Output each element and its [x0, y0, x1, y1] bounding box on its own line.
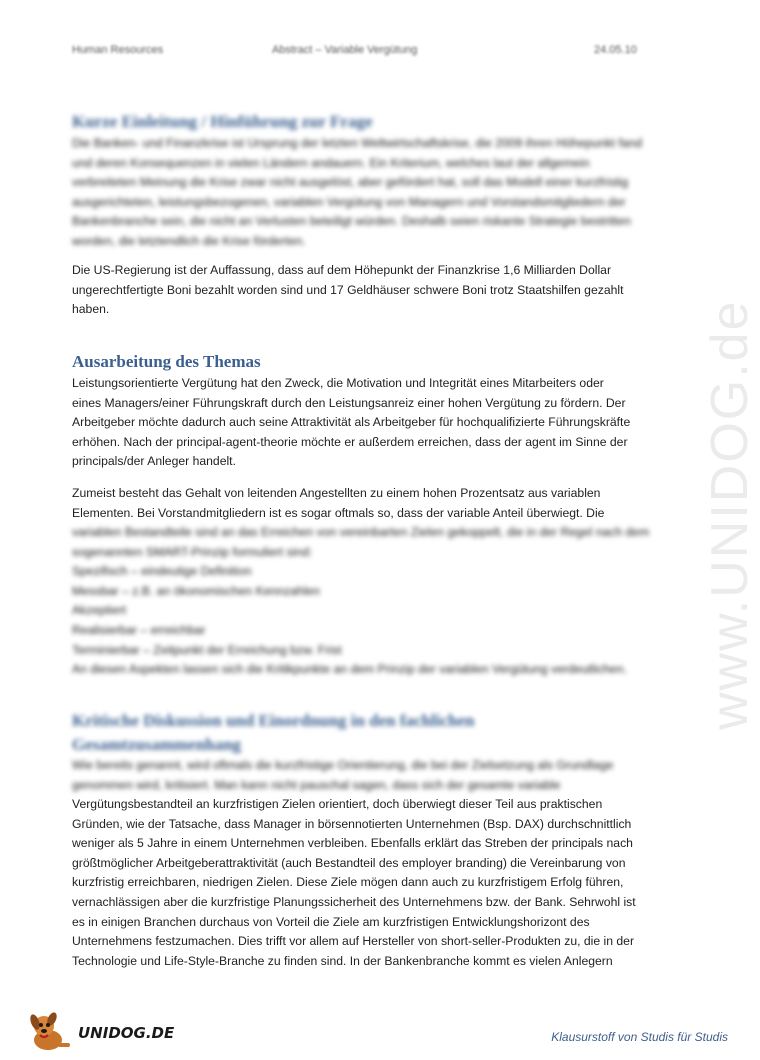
text-line: erhöhen. Nach der principal-agent-theorie möchte er außerdem erreichen, dass der agent im Sinne der	[72, 434, 628, 449]
text-line: verbreiteten Meinung die Krise zwar nicht ausgelöst, aber gefördert hat, soll das Modell einer kurzfristig	[72, 175, 629, 190]
text-line: An diesen Aspekten lassen sich die Kritikpunkte an dem Prinzip der variablen Vergütung verdeutlichen.	[72, 662, 627, 677]
footer-tagline: Klausurstoff von Studis für Studis	[551, 1030, 728, 1044]
header-title: Abstract – Variable Vergütung	[272, 44, 418, 56]
dog-icon	[24, 1010, 74, 1054]
section1-blurred-paragraph	[72, 134, 682, 252]
text-line: Gründen, wie der Tatsache, dass Manager in börsennotierten Unternehmen (Bsp. DAX) durchschnittlich	[72, 816, 632, 831]
text-line: Bankenbranche sein, die nicht an Verlusten beteiligt würden. Deshalb seien riskante Strategie bestritten	[72, 214, 631, 229]
text-line: worden, die letztendlich die Krise förderten.	[72, 233, 306, 248]
text-line: Die Banken- und Finanzkrise ist Ursprung der letzten Weltwirtschaftskrise, die 2009 ihren Höhepunkt fand	[72, 136, 643, 150]
text-line: genommen wird, kritisiert. Man kann nicht pauschal sagen, dass sich der gesamte variable	[72, 777, 561, 792]
header-subject: Human Resources	[72, 44, 164, 56]
text-line: es in einigen Branchen durchaus von Vorteil die Ziele am kurzfristigen Entwicklungshorizont des	[72, 914, 590, 929]
text-line: ausgerichteten, leistungsbezogenen, variablen Vergütung von Managern und Vorstandsmitgliedern der	[72, 194, 626, 209]
text-line: haben.	[72, 302, 110, 317]
list-item: Realisierbar – erreichbar	[72, 622, 206, 637]
text-line: sogenannten SMART-Prinzip formuliert sind:	[72, 544, 313, 559]
text-line: Die US-Regierung ist der Auffassung, dass auf dem Höhepunkt der Finanzkrise 1,6 Milliarden Dollar	[72, 263, 612, 277]
text-line: und deren Konsequenzen in vielen Ländern andauern. Ein Kriterium, welches laut der allgemein	[72, 155, 590, 170]
text-line: Technologie und Life-Style-Branche zu finden sind. In der Bankenbranche kommt es vielen Anlegern	[72, 953, 613, 968]
text-line: variablen Bestandteile sind an das Erreichen von vereinbarten Zielen gekoppelt, die in der Regel nach dem	[72, 525, 650, 539]
section2-paragraph-1	[72, 374, 682, 472]
section3-blurred-paragraph	[72, 756, 682, 795]
section3-heading-line1: Kritische Diskussion und Einordnung in den fachlichen	[72, 711, 475, 730]
unidog-logo[interactable]	[24, 1010, 184, 1054]
text-line: weniger als 5 Jahre in einem Unternehmen verbleiben. Ebenfalls erklärt das Streben der principals nach	[72, 836, 633, 851]
section2-paragraph-2	[72, 484, 682, 523]
text-line: Wie bereits genannt, wird oftmals die kurzfristige Orientierung, die bei der Zielsetzung als Grundlage	[72, 758, 614, 772]
logo-wordmark: UNIDOG.DE	[78, 1024, 175, 1042]
list-item: Akzeptiert	[72, 603, 127, 618]
section3-heading-line2: Gesamtzusammenhang	[72, 735, 242, 754]
text-line: Unternehmens festzumachen. Dies trifft vor allem auf Hersteller von short-seller-Produkten zu, die in der	[72, 934, 634, 949]
text-line: kurzfristig erreichbaren, niedrigen Zielen. Diese Ziele mögen dann auch zu kurzfristigem Erfolg führen,	[72, 875, 624, 890]
text-line: vernachlässigen aber die kurzfristige Planungssicherheit des Unternehmens bzw. der Bank. Sehrwohl ist	[72, 894, 636, 909]
text-line: principals/der Anleger handelt.	[72, 454, 236, 469]
section2-blurred-list	[72, 523, 682, 680]
section1-heading: Kurze Einleitung / Hinführung zur Frage	[72, 112, 373, 131]
text-line: Arbeitgeber möchte dadurch auch seine Attraktivität als Arbeitgeber für hochqualifizierte Führungskräfte	[72, 415, 631, 430]
header-date: 24.05.10	[594, 44, 637, 56]
section2-heading: Ausarbeitung des Themas	[72, 352, 261, 371]
watermark-text: www.UNIDOG.de	[701, 299, 759, 730]
list-item: Spezifisch – eindeutige Definition	[72, 564, 252, 579]
text-line: Elementen. Bei Vorstandmitgliedern ist es sogar oftmals so, dass der variable Anteil überwiegt. Die	[72, 505, 605, 520]
text-line: eines Managers/einer Führungskraft durch den Leistungsanreiz einer hohen Vergütung zu fördern. Der	[72, 395, 626, 410]
section3-paragraph	[72, 795, 682, 971]
list-item: Messbar – z.B. an ökonomischen Kennzahlen	[72, 583, 320, 598]
text-line: Leistungsorientierte Vergütung hat den Zweck, die Motivation und Integrität eines Mitarbeiters oder	[72, 376, 604, 390]
text-line: Zumeist besteht das Gehalt von leitenden Angestellten zu einem hohen Prozentsatz aus variablen	[72, 486, 601, 500]
text-line: Vergütungsbestandteil an kurzfristigen Zielen orientiert, doch überwiegt dieser Teil aus praktischen	[72, 797, 603, 811]
text-line: größtmöglicher Arbeitgeberattraktivität (auch Bestandteil des employer branding) die Vereinbarung von	[72, 855, 626, 870]
section1-paragraph	[72, 261, 682, 320]
text-line: ungerechtfertigte Boni bezahlt worden sind und 17 Geldhäuser schwere Boni trotz Staatshilfen gezahlt	[72, 282, 624, 297]
list-item: Terminierbar – Zeitpunkt der Erreichung bzw. Frist	[72, 642, 342, 657]
